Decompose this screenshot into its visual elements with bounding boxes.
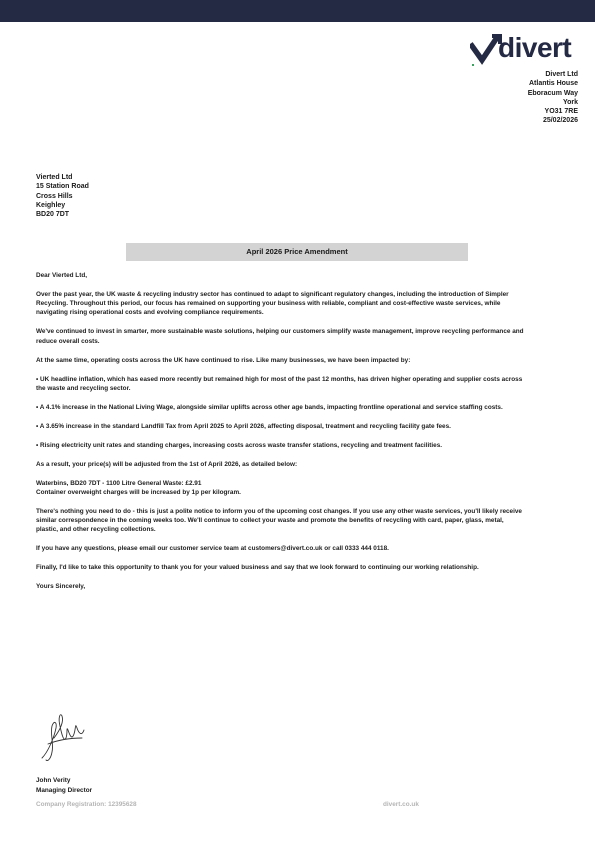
sender-address-line-2: Eboracum Way	[527, 89, 578, 97]
body-paragraph: Finally, I'd like to take this opportunity to thank you for your valued business and say that we look forward to continuing our working relationship.	[36, 564, 479, 572]
bullet-item: • A 3.65% increase in the standard Landfill Tax from April 2025 to April 2026, affecting disposal, treatment and recycling facility gate fees.	[36, 422, 451, 430]
bullet-item: • Rising electricity unit rates and standing charges, increasing costs across waste transfer stations, recycling and treatment facilities.	[36, 441, 443, 449]
company-registration: Company Registration: 12395628	[36, 801, 137, 808]
sender-address	[528, 70, 578, 126]
subject-heading: April 2026 Price Amendment	[126, 243, 468, 261]
header-bar	[0, 0, 595, 22]
body-paragraph: At the same time, operating costs across the UK have continued to rise. Like many businesses, we have been impacted by:	[36, 356, 411, 364]
recipient-street: 15 Station Road	[36, 183, 89, 191]
sender-address-line-1: Atlantis House	[528, 80, 578, 88]
signatory-name: John Verity	[36, 777, 71, 784]
bullet-item: • UK headline inflation, which has eased more recently but remained high for most of the past 12 months, has driven higher operating and supplier costs across the waste and recycling sector.	[36, 375, 523, 392]
logo-accent-dot	[472, 64, 474, 66]
letter-body	[36, 271, 526, 601]
overweight-note: Container overweight charges will be increased by 1p per kilogram.	[36, 489, 241, 497]
sender-company: Divert Ltd	[545, 71, 578, 78]
price-line: Waterbins, BD20 7DT - 1100 Litre General Waste: £2.91	[36, 479, 202, 487]
body-paragraph: Over the past year, the UK waste & recycling industry sector has continued to adapt to significant regulatory changes, including the introduction of Simpler Recycling. Throughout this period, our focus has remained on supporting your business with reliable, compliant and cost-effective waste services, while navigating rising operational costs and evolving compliance requirements.	[36, 291, 509, 317]
website-link[interactable]: divert.co.uk	[383, 801, 419, 808]
bullet-item: • A 4.1% increase in the National Living Wage, alongside similar uplifts across other age bands, impacting frontline operational and service staffing costs.	[36, 403, 503, 411]
logo-wordmark: divert	[498, 32, 572, 63]
recipient-town: Keighley	[36, 201, 66, 209]
handwritten-signature-icon	[38, 708, 88, 766]
signatory-title: Managing Director	[36, 786, 93, 794]
letter-date: 25/02/2026	[542, 117, 578, 125]
signoff: Yours Sincerely,	[36, 583, 86, 591]
recipient-company: Vierted Ltd	[36, 174, 73, 181]
body-paragraph: As a result, your price(s) will be adjusted from the 1st of April 2026, as detailed below:	[36, 460, 298, 468]
signatory-block	[36, 776, 92, 795]
contact-paragraph: If you have any questions, please email our customer service team at customers@divert.co.uk or call 0333 444 0118.	[36, 545, 389, 553]
recipient-area: Cross Hills	[36, 192, 73, 200]
body-paragraph: There's nothing you need to do - this is just a polite notice to inform you of the upcoming cost changes. If you use any other waste services, you'll likely receive similar correspondence in the coming weeks too. We'll continue to collect your waste and promote the benefits of recycling with card, paper, glass, metal, plastic, and other recycling collections.	[36, 508, 522, 534]
body-paragraph: We've continued to invest in smarter, more sustainable waste solutions, helping our customers simplify waste management, improve recycling performance and reduce overall costs.	[36, 328, 524, 345]
sender-city: York	[562, 98, 578, 106]
recipient-postcode: BD20 7DT	[36, 211, 70, 219]
recipient-address	[36, 173, 89, 219]
sender-postcode: YO31 7RE	[544, 108, 578, 116]
salutation: Dear Vierted Ltd,	[36, 272, 88, 279]
